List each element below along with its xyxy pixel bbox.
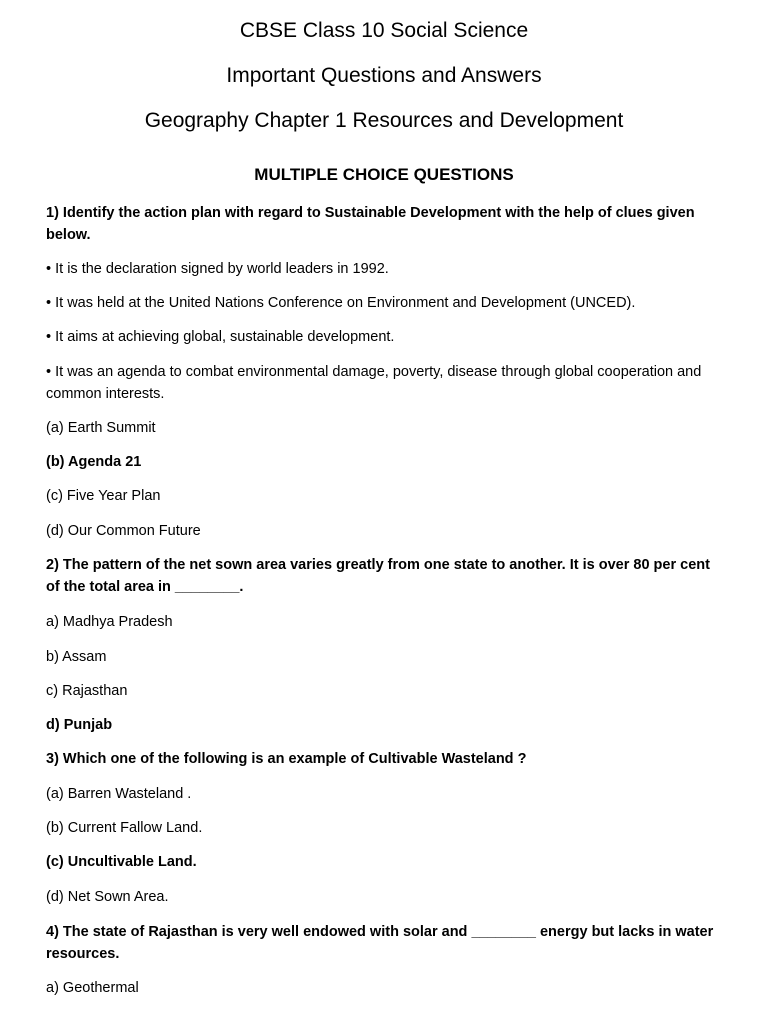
question-1-clue: • It is the declaration signed by world leaders in 1992.	[46, 261, 389, 277]
question-2-option: b) Assam	[46, 649, 107, 665]
doc-title: CBSE Class 10 Social Science	[239, 19, 529, 42]
doc-chapter-title: Geography Chapter 1 Resources and Development	[144, 109, 624, 132]
question-4-option: a) Geothermal	[46, 980, 139, 996]
question-1-option: (c) Five Year Plan	[46, 488, 161, 504]
section-heading: MULTIPLE CHOICE QUESTIONS	[254, 165, 514, 184]
question-2-option: c) Rajasthan	[46, 683, 128, 699]
question-1: 1) Identify the action plan with regard to Sustainable Development with the help of clues given below.	[46, 205, 695, 243]
question-3-option: (a) Barren Wasteland .	[46, 786, 192, 802]
question-2-option: a) Madhya Pradesh	[46, 614, 173, 630]
question-2: 2) The pattern of the net sown area varies greatly from one state to another. It is over 80 per cent of the total area in ________.	[46, 557, 710, 595]
doc-subtitle: Important Questions and Answers	[226, 64, 542, 87]
question-1-clue: • It was held at the United Nations Conference on Environment and Development (UNCED).	[46, 295, 636, 311]
question-3-option: (b) Current Fallow Land.	[46, 820, 203, 836]
question-1-answer-option: (b) Agenda 21	[46, 454, 142, 470]
question-3-option: (d) Net Sown Area.	[46, 889, 169, 905]
question-1-option: (d) Our Common Future	[46, 523, 201, 539]
question-1-option: (a) Earth Summit	[46, 420, 156, 436]
question-1-clue: • It was an agenda to combat environmental damage, poverty, disease through global cooperation and common interests.	[46, 364, 702, 402]
question-3: 3) Which one of the following is an example of Cultivable Wasteland ?	[46, 751, 527, 767]
question-2-answer-option: d) Punjab	[46, 717, 113, 733]
question-4: 4) The state of Rajasthan is very well endowed with solar and ________ energy but lacks in water resources.	[46, 924, 714, 962]
question-3-answer-option: (c) Uncultivable Land.	[46, 854, 197, 870]
question-1-clue: • It aims at achieving global, sustainable development.	[46, 329, 395, 345]
